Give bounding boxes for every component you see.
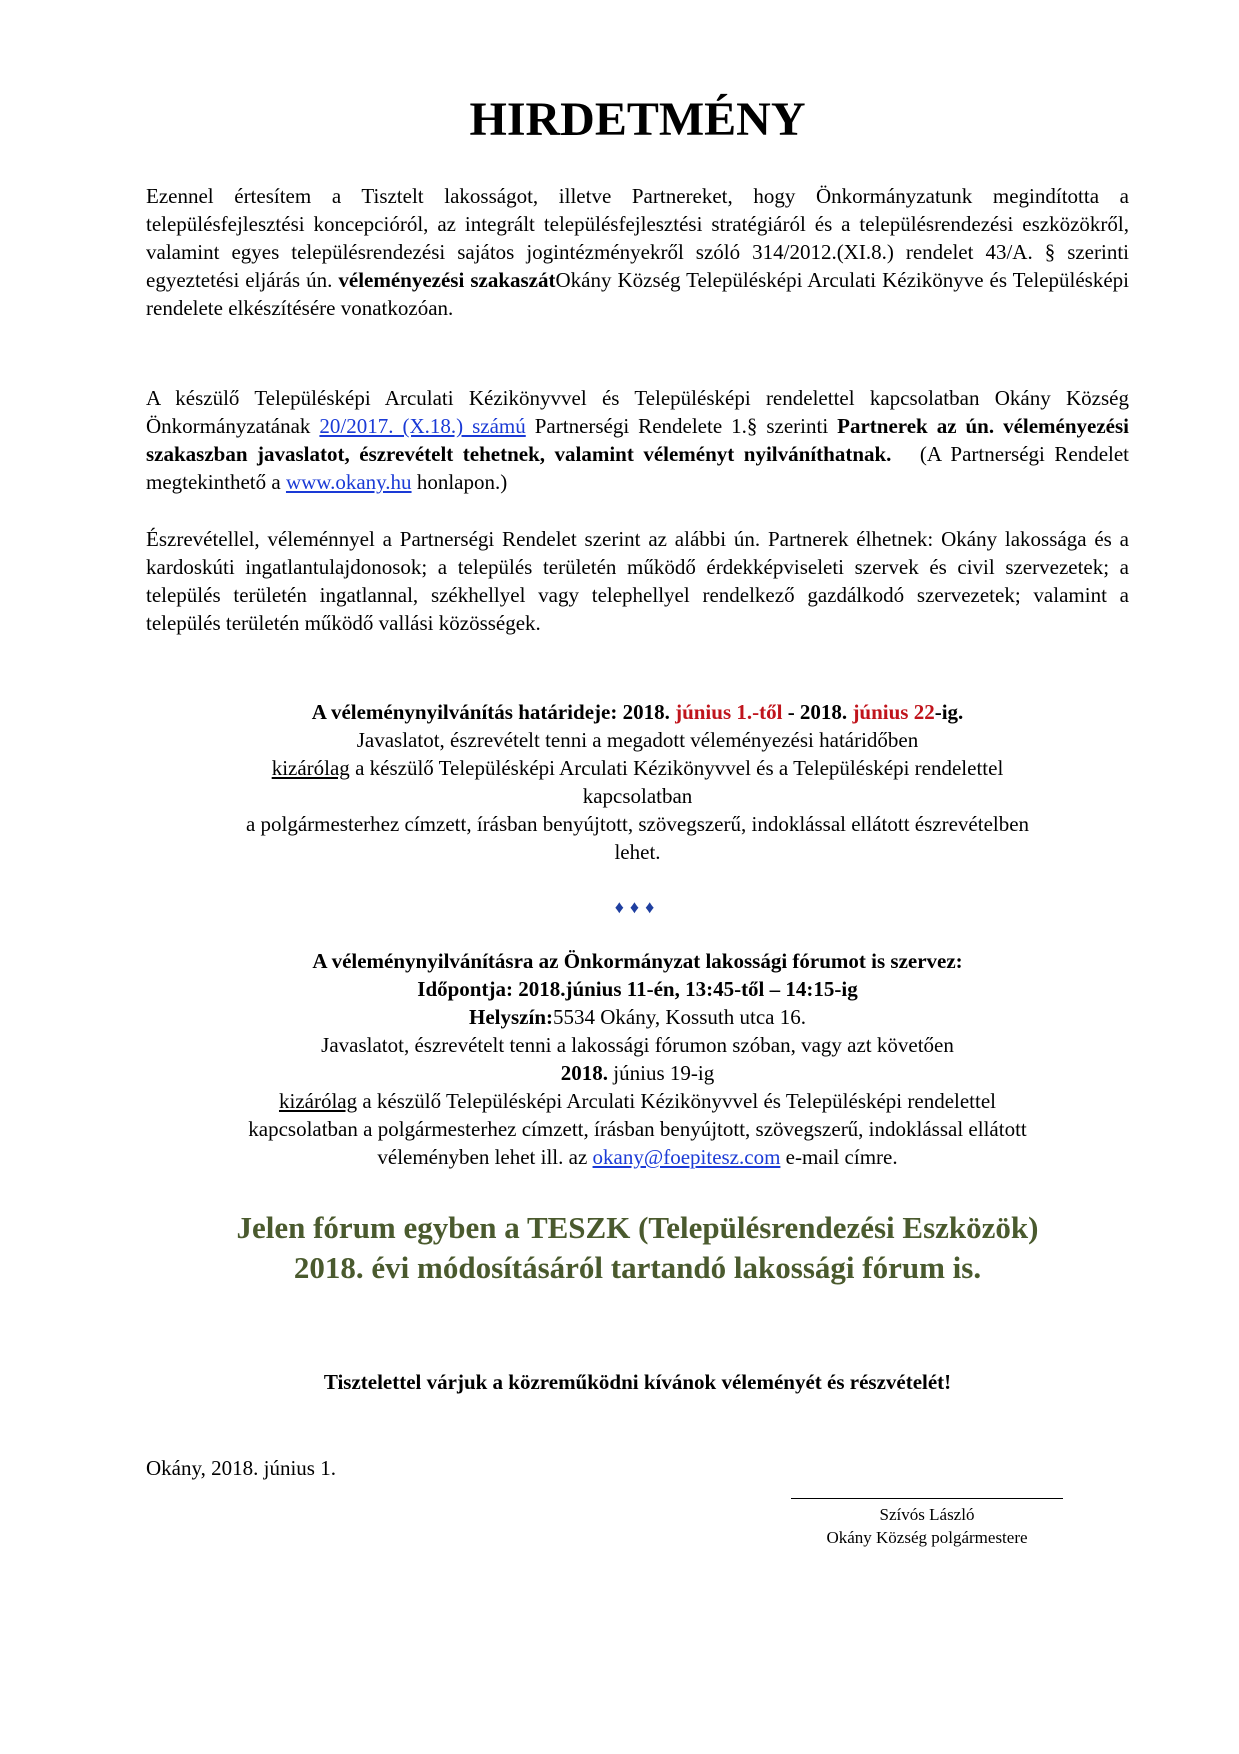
deadline-only: kizárólag (271, 756, 350, 780)
website-link[interactable]: www.okany.hu (285, 470, 412, 494)
forum-place: 5534 Okány, Kossuth utca 16. (553, 1005, 806, 1029)
forum-line-8a: véleményben lehet ill. az (377, 1145, 588, 1169)
partners-text-a: A készülő Településképi Arculati Kézikönyvvel és Településképi rendelettel kapcsolatban Okány Község Önkormányzatának (146, 386, 1129, 438)
intro-paragraph (146, 182, 1129, 322)
forum-time: Időpontja: 2018.június 11-én, 13:45-től – 14:15-ig (417, 977, 858, 1001)
forum-line-7: kapcsolatban a polgármesterhez címzett, írásban benyújtott, szövegszerű, indoklással ellátott (248, 1117, 1027, 1141)
forum-line-8b: e-mail címre. (785, 1145, 898, 1169)
forum-line-1 (146, 947, 1129, 975)
deadline-line-4: kapcsolatban (582, 784, 693, 808)
deadline-title (146, 698, 1129, 726)
teszk-notice (146, 1208, 1129, 1288)
signature-block (782, 1498, 1072, 1549)
forum-line-4: Javaslatot, észrevételt tenni a lakossági fórumon szóban, vagy azt követően (321, 1033, 954, 1057)
page-title: HIRDETMÉNY (469, 93, 806, 146)
teszk-line-2: 2018. évi módosításáról tartandó lakossági fórum is. (293, 1250, 982, 1285)
place-date: Okány, 2018. június 1. (146, 1456, 336, 1480)
forum-only: kizárólag (278, 1089, 358, 1113)
closing-thanks: Tisztelettel várjuk a közreműködni kívánok véleményét és részvételét! (323, 1370, 952, 1394)
deadline-line-3 (146, 754, 1129, 782)
teszk-line-1: Jelen fórum egyben a TESZK (Településrendezési Eszközök) (236, 1210, 1039, 1245)
deadline-mid: - 2018. (787, 700, 848, 724)
regulation-link[interactable]: 20/2017. (X.18.) számú (319, 414, 526, 438)
signatory-role: Okány Község polgármestere (826, 1528, 1028, 1547)
intro-text-a: Ezennel értesítem a Tisztelt lakosságot, illetve Partnereket, hogy Önkormányzatunk megindította a településfejlesztési koncepcióról, az integrált településfejlesztési stratégiáról és a településrendezési eszközökről, valamint egyes településrendezési sajátos jogintézményekről szóló 314/2012.(XI.8.) rendelet 43/A. § szerinti egyeztetési eljárás ún. (146, 184, 1129, 292)
intro-text-b: Okány Község Településképi Arculati Kézikönyve és Településképi rendelete elkészítésére vonatkozóan. (146, 268, 1129, 320)
deadline-end: június 22 (852, 700, 935, 724)
eligible-partners-paragraph: Észrevétellel, véleménnyel a Partnerségi Rendelet szerint az alábbi ún. Partnerek élhetnek: Okány lakossága és a kardoskúti ingatlantulajdonosok; a település területén működő érdekképviseleti szervek és civil szervezetek; a település területén ingatlannal, székhellyel vagy telephellyel rendelkező gazdálkodó szervezetek; valamint a település területén működő vallási közösségek. (146, 527, 1129, 635)
deadline-section (146, 698, 1129, 866)
deadline-line-6: lehet. (614, 840, 661, 864)
forum-place-label: Helyszín: (469, 1005, 554, 1029)
partners-text-d: honlapon.) (416, 470, 508, 494)
signatory-name: Szívós László (879, 1505, 975, 1524)
forum-date: június 19-ig (608, 1061, 715, 1085)
forum-section (146, 947, 1129, 1171)
deadline-start: június 1.-től (675, 700, 783, 724)
partners-bold: Partnerek az ún. véleményezési szakaszban javaslatot, észrevételt tehetnek, valamint véleményt nyilváníthatnak. (146, 414, 1130, 466)
partners-text-c: (A Partnerségi Rendelet megtekinthető a (146, 442, 1130, 494)
forum-line-2 (146, 975, 1129, 1003)
signature-line (791, 1498, 1063, 1499)
deadline-line-2: Javaslatot, észrevételt tenni a megadott véleményezési határidőben (356, 728, 919, 752)
forum-line-6-text: a készülő Településképi Arculati Kézikönyvvel és Településképi rendelettel (362, 1089, 997, 1113)
forum-line-3 (146, 1003, 1129, 1031)
diamond-separator-icon: ♦♦♦ (614, 897, 661, 917)
forum-line-6 (146, 1087, 1129, 1115)
forum-line-8 (146, 1143, 1129, 1171)
deadline-line-5: a polgármesterhez címzett, írásban benyújtott, szövegszerű, indoklással ellátott észrevételben (245, 812, 1030, 836)
deadline-label: A véleménynyilvánítás határideje: 2018. (311, 700, 670, 724)
email-link[interactable]: okany@foepitesz.com (592, 1145, 781, 1169)
forum-line-5 (146, 1059, 1129, 1087)
deadline-suffix: -ig. (934, 700, 964, 724)
forum-year: 2018. (560, 1061, 609, 1085)
partners-text-b: Partnerségi Rendelete 1.§ szerinti (525, 414, 829, 438)
deadline-line-3-text: a készülő Településképi Arculati Kézikönyvvel és a Településképi rendelettel (355, 756, 1004, 780)
forum-title: A véleménynyilvánításra az Önkormányzat lakossági fórumot is szervez: (312, 949, 963, 973)
intro-bold: véleményezési szakaszát (338, 268, 556, 292)
partners-paragraph (146, 384, 1129, 496)
